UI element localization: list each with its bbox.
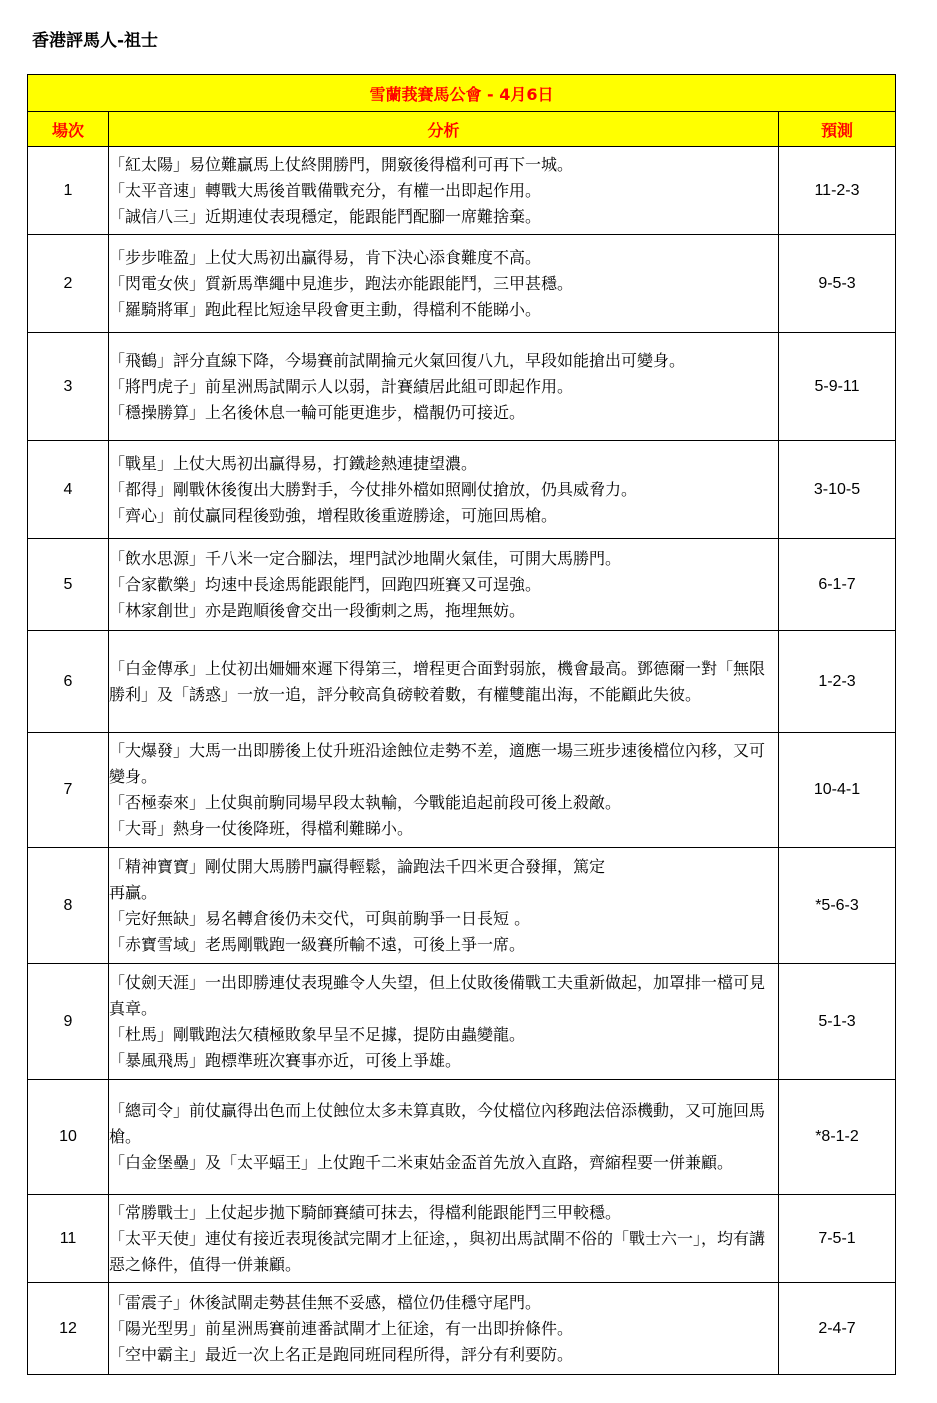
race-prediction: 6-1-7 <box>779 539 896 631</box>
race-prediction: 11-2-3 <box>779 147 896 235</box>
race-prediction: 7-5-1 <box>779 1195 896 1283</box>
analysis-line: 「都得」剛戰休後復出大勝對手，今仗排外檔如照剛仗搶放，仍具威脅力。 <box>109 479 638 499</box>
race-row <box>28 1195 896 1283</box>
analysis-line: 「羅騎將軍」跑此程比短途早段會更主動，得檔利不能睇小。 <box>109 299 542 319</box>
race-analysis <box>109 1195 779 1283</box>
race-number: 6 <box>28 631 109 733</box>
race-prediction: 5-9-11 <box>779 333 896 441</box>
analysis-line: 「空中霸主」最近一次上名正是跑同班同程所得，評分有利要防。 <box>109 1344 574 1364</box>
analysis-line: 「精神寶寶」剛仗開大馬勝門贏得輕鬆，論跑法千四米更合發揮，篤定 <box>109 856 606 876</box>
analysis-line: 「陽光型男」前星洲馬賽前連番試閘才上征途，有一出即拚條件。 <box>109 1318 574 1338</box>
analysis-line: 「誠信八三」近期連仗表現穩定，能跟能鬥配腳一席難捨棄。 <box>109 206 542 226</box>
page-title: 香港評馬人-祖士 <box>32 31 159 51</box>
race-analysis <box>109 441 779 539</box>
analysis-line: 「齊心」前仗贏同程後勁強，增程敗後重遊勝途，可施回馬槍。 <box>109 505 558 525</box>
race-analysis <box>109 1283 779 1375</box>
analysis-line: 「太平音速」轉戰大馬後首戰備戰充分，有權一出即起作用。 <box>109 180 542 200</box>
race-number: 3 <box>28 333 109 441</box>
analysis-line: 「暴風飛馬」跑標準班次賽事亦近，可後上爭雄。 <box>109 1050 462 1070</box>
race-number: 11 <box>28 1195 109 1283</box>
analysis-line: 「雷震子」休後試閘走勢甚佳無不妥感，檔位仍佳穩守尾門。 <box>109 1292 542 1312</box>
race-analysis <box>109 333 779 441</box>
race-row <box>28 1283 896 1375</box>
race-number: 5 <box>28 539 109 631</box>
race-number: 9 <box>28 964 109 1080</box>
race-number: 2 <box>28 235 109 333</box>
race-row <box>28 631 896 733</box>
analysis-line: 「戰星」上仗大馬初出贏得易，打鐵趁熱連捷望濃。 <box>109 453 478 473</box>
header-race: 場次 <box>28 112 109 147</box>
race-prediction: 3-10-5 <box>779 441 896 539</box>
race-prediction: *8-1-2 <box>779 1080 896 1195</box>
race-row <box>28 733 896 848</box>
race-prediction: 2-4-7 <box>779 1283 896 1375</box>
analysis-line: 「將門虎子」前星洲馬試閘示人以弱，計賽績居此組可即起作用。 <box>109 376 574 396</box>
analysis-line: 「飛鶴」評分直線下降，今場賽前試閘掄元火氣回復八九，早段如能搶出可變身。 <box>109 350 686 370</box>
race-analysis <box>109 1080 779 1195</box>
race-number: 12 <box>28 1283 109 1375</box>
analysis-line: 「合家歡樂」均速中長途馬能跟能鬥，回跑四班賽又可逞強。 <box>109 574 542 594</box>
header-prediction: 預測 <box>779 112 896 147</box>
race-row <box>28 848 896 964</box>
race-analysis <box>109 964 779 1080</box>
race-analysis <box>109 733 779 848</box>
meeting-banner-row <box>28 75 896 112</box>
analysis-line: 「白金傳承」上仗初出姍姍來遲下得第三，增程更合面對弱旅，機會最高。鄧德爾一對「無限勝利」及「誘惑」一放一追，評分較高負磅較着數，有權雙龍出海，不能顧此失彼。 <box>109 658 766 704</box>
analysis-line: 「飲水思源」千八米一定合腳法，埋門試沙地閘火氣佳，可開大馬勝門。 <box>109 548 622 568</box>
race-number: 4 <box>28 441 109 539</box>
race-row <box>28 1080 896 1195</box>
race-row <box>28 147 896 235</box>
header-analysis: 分析 <box>109 112 779 147</box>
analysis-line: 「常勝戰士」上仗起步拋下騎師賽績可抹去，得檔利能跟能鬥三甲較穩。 <box>109 1202 622 1222</box>
analysis-line: 「仗劍天涯」一出即勝連仗表現雖令人失望，但上仗敗後備戰工夫重新做起，加罩排一檔可見真章。 <box>109 972 766 1018</box>
analysis-line: 「太平天使」連仗有接近表現後試完閘才上征途，，與初出馬試閘不俗的「戰士六一」，均有講惡之條件，值得一併兼顧。 <box>109 1228 766 1274</box>
race-analysis <box>109 539 779 631</box>
analysis-line: 「步步唯盈」上仗大馬初出贏得易，肯下決心添食難度不高。 <box>109 247 542 267</box>
race-analysis <box>109 631 779 733</box>
analysis-line: 「白金堡壘」及「太平蝠王」上仗跑千二米東姑金盃首先放入直路，齊縮程要一併兼顧。 <box>109 1153 734 1172</box>
analysis-line: 「林家創世」亦是跑順後會交出一段衝刺之馬，拖埋無妨。 <box>109 600 526 620</box>
analysis-line: 「大哥」熱身一仗後降班，得檔利難睇小。 <box>109 819 414 838</box>
analysis-line: 「杜馬」剛戰跑法欠積極敗象早呈不足據，提防由蟲變龍。 <box>109 1024 526 1044</box>
race-analysis <box>109 235 779 333</box>
race-prediction: *5-6-3 <box>779 848 896 964</box>
race-analysis <box>109 147 779 235</box>
analysis-line: 「紅太陽」易位難贏馬上仗終開勝門，開竅後得檔利可再下一城。 <box>109 154 574 174</box>
analysis-line: 「否極泰來」上仗與前駒同場早段太執輸，今戰能追起前段可後上殺敵。 <box>109 793 622 812</box>
race-row <box>28 964 896 1080</box>
analysis-line: 「完好無缺」易名轉倉後仍未交代，可與前駒爭一日長短 。 <box>109 908 531 928</box>
race-row <box>28 539 896 631</box>
analysis-line: 「大爆發」大馬一出即勝後上仗升班沿途蝕位走勢不差，適應一場三班步速後檔位內移，又可變身。 <box>109 741 766 786</box>
analysis-line: 「閃電女俠」質新馬準繩中見進步，跑法亦能跟能鬥，三甲甚穩。 <box>109 273 574 293</box>
race-number: 1 <box>28 147 109 235</box>
header-row <box>28 112 896 147</box>
analysis-line: 再贏。 <box>109 882 158 902</box>
meeting-title: 雪蘭莪賽馬公會 - 4月6日 <box>28 75 896 112</box>
analysis-line: 「總司令」前仗贏得出色而上仗蝕位太多未算真敗，今仗檔位內移跑法倍添機動，又可施回馬槍。 <box>109 1101 766 1146</box>
race-analysis <box>109 848 779 964</box>
race-prediction: 10-4-1 <box>779 733 896 848</box>
analysis-line: 「穩操勝算」上名後休息一輪可能更進步，檔靚仍可接近。 <box>109 402 526 422</box>
race-row <box>28 235 896 333</box>
race-number: 8 <box>28 848 109 964</box>
race-prediction: 5-1-3 <box>779 964 896 1080</box>
tips-table-body <box>28 75 896 1375</box>
race-row <box>28 441 896 539</box>
analysis-line: 「赤寶雪域」老馬剛戰跑一級賽所輸不遠，可後上爭一席。 <box>109 934 526 954</box>
race-prediction: 1-2-3 <box>779 631 896 733</box>
race-number: 10 <box>28 1080 109 1195</box>
race-row <box>28 333 896 441</box>
race-number: 7 <box>28 733 109 848</box>
race-prediction: 9-5-3 <box>779 235 896 333</box>
tips-table <box>27 74 896 1375</box>
